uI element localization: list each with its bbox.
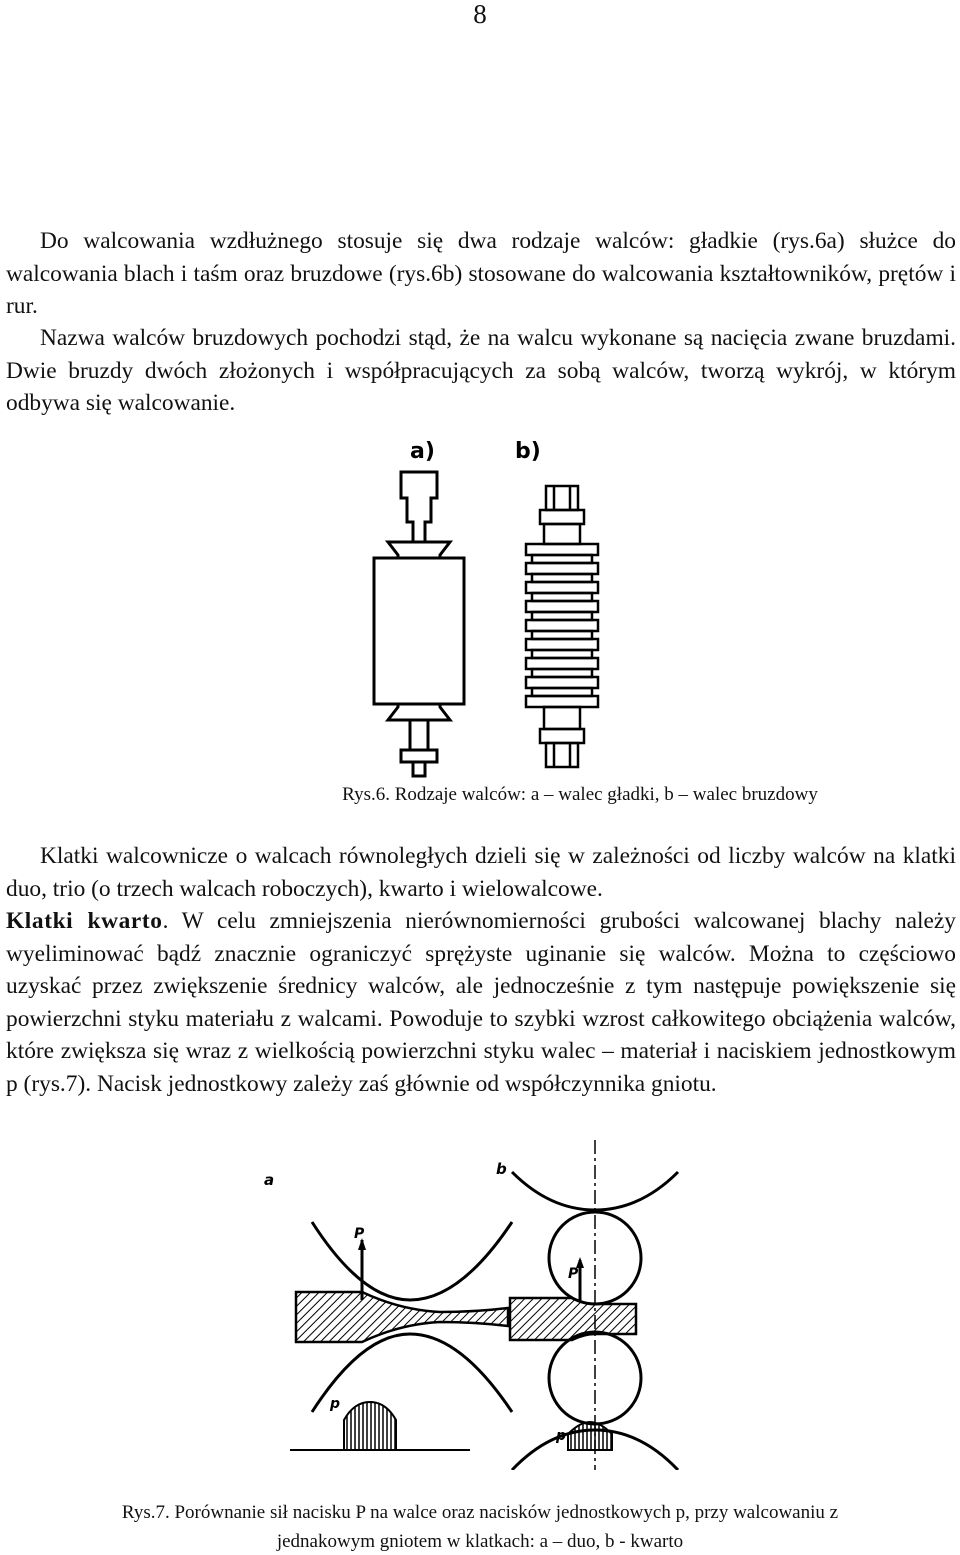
- figure-7-label-p-b: p: [556, 1428, 567, 1444]
- smooth-roll-top-neck: [388, 542, 450, 558]
- paragraph-rolling-types: Do walcowania wzdłużnego stosuje się dwa rodzaje walców: gładkie (rys.6a) służce do walcowania blach i taśm oraz bruzdowe (rys.6b) stosowane do walcowania kształtowników, prętów i rur.: [6, 228, 956, 319]
- figure-7-label-P-b: P: [568, 1266, 579, 1282]
- figure-6-label-a: a): [410, 439, 435, 464]
- four-high-workpiece: [510, 1298, 636, 1340]
- figure-7-label-a: a: [264, 1171, 275, 1189]
- grooved-roll-bottom-coupling: [546, 743, 578, 767]
- figure-7-caption-line-1: Rys.7. Porównanie sił nacisku P na walce oraz nacisków jednostkowych p, przy walcowaniu z: [121, 1502, 839, 1523]
- figure-6-caption: Rys.6. Rodzaje walców: a – walec gładki, b – walec bruzdowy: [342, 784, 818, 805]
- four-high-pressure-diagram: [568, 1422, 612, 1450]
- figure-7-rolling-pressure: [250, 1140, 710, 1470]
- figure-6-label-b: b): [515, 439, 541, 464]
- figure-7-label-p-a: p: [330, 1396, 341, 1412]
- figure-7-label-b: b: [496, 1160, 507, 1178]
- smooth-roll-barrel: [374, 558, 464, 704]
- figure-7-caption-line-2: jednakowym gniotem w klatkach: a – duo, b - kwarto: [276, 1531, 684, 1552]
- paragraph-stand-types: Klatki walcownicze o walcach równoległych dzieli się w zależności od liczby walców na klatki duo, trio (o trzech walcach roboczych), kwarto i wielowalcowe.: [6, 843, 956, 902]
- page-number: 8: [473, 0, 487, 29]
- term-four-high-stands: Klatki kwarto: [6, 908, 163, 934]
- grooved-roll: [526, 486, 598, 767]
- paragraph-four-high-stands: [6, 905, 956, 1100]
- grooved-roll-top-coupling: [546, 486, 578, 510]
- duo-pressure-diagram: [344, 1402, 396, 1450]
- paragraph-four-high-body: . W celu zmniejszenia nierównomierności grubości walcowanej blachy należy wyeliminować bądź znacznie ograniczyć sprężyste uginanie się walców. Można to częściowo uzyskać przez zwiększenie średnicy walców, ale jednocześnie z tym następuje powiększenie się powierzchni styku materiału z walcami. Powoduje to szybki wzrost całkowitego obciążenia walców, które zwiększa się wraz z wielkością powierzchni styku walec – materiał i naciskiem jednostkowym p (rys.7). Nacisk jednostkowy zależy zaś głównie od współczynnika gniotu.: [6, 908, 956, 1097]
- smooth-roll-bottom-tip: [413, 762, 425, 776]
- paragraph-groove-rolls: Nazwa walców bruzdowych pochodzi stąd, że na walcu wykonane są nacięcia zwane bruzdami. Dwie bruzdy dwóch złożonych i współpracujących za sobą walców, tworzą wykrój, w którym odbywa się walcowanie.: [6, 325, 956, 416]
- figure-7-label-P-a: P: [354, 1226, 365, 1242]
- groove-collar: [526, 544, 598, 555]
- smooth-roll-bottom-neck: [388, 704, 450, 720]
- smooth-roll-bottom-flange: [401, 750, 437, 762]
- smooth-roll-top-journal: [401, 472, 437, 542]
- smooth-roll-bottom-shaft: [410, 720, 428, 750]
- duo-lower-roll: [312, 1334, 512, 1412]
- figure-6-rolls: [330, 430, 650, 785]
- duo-upper-roll: [312, 1222, 512, 1300]
